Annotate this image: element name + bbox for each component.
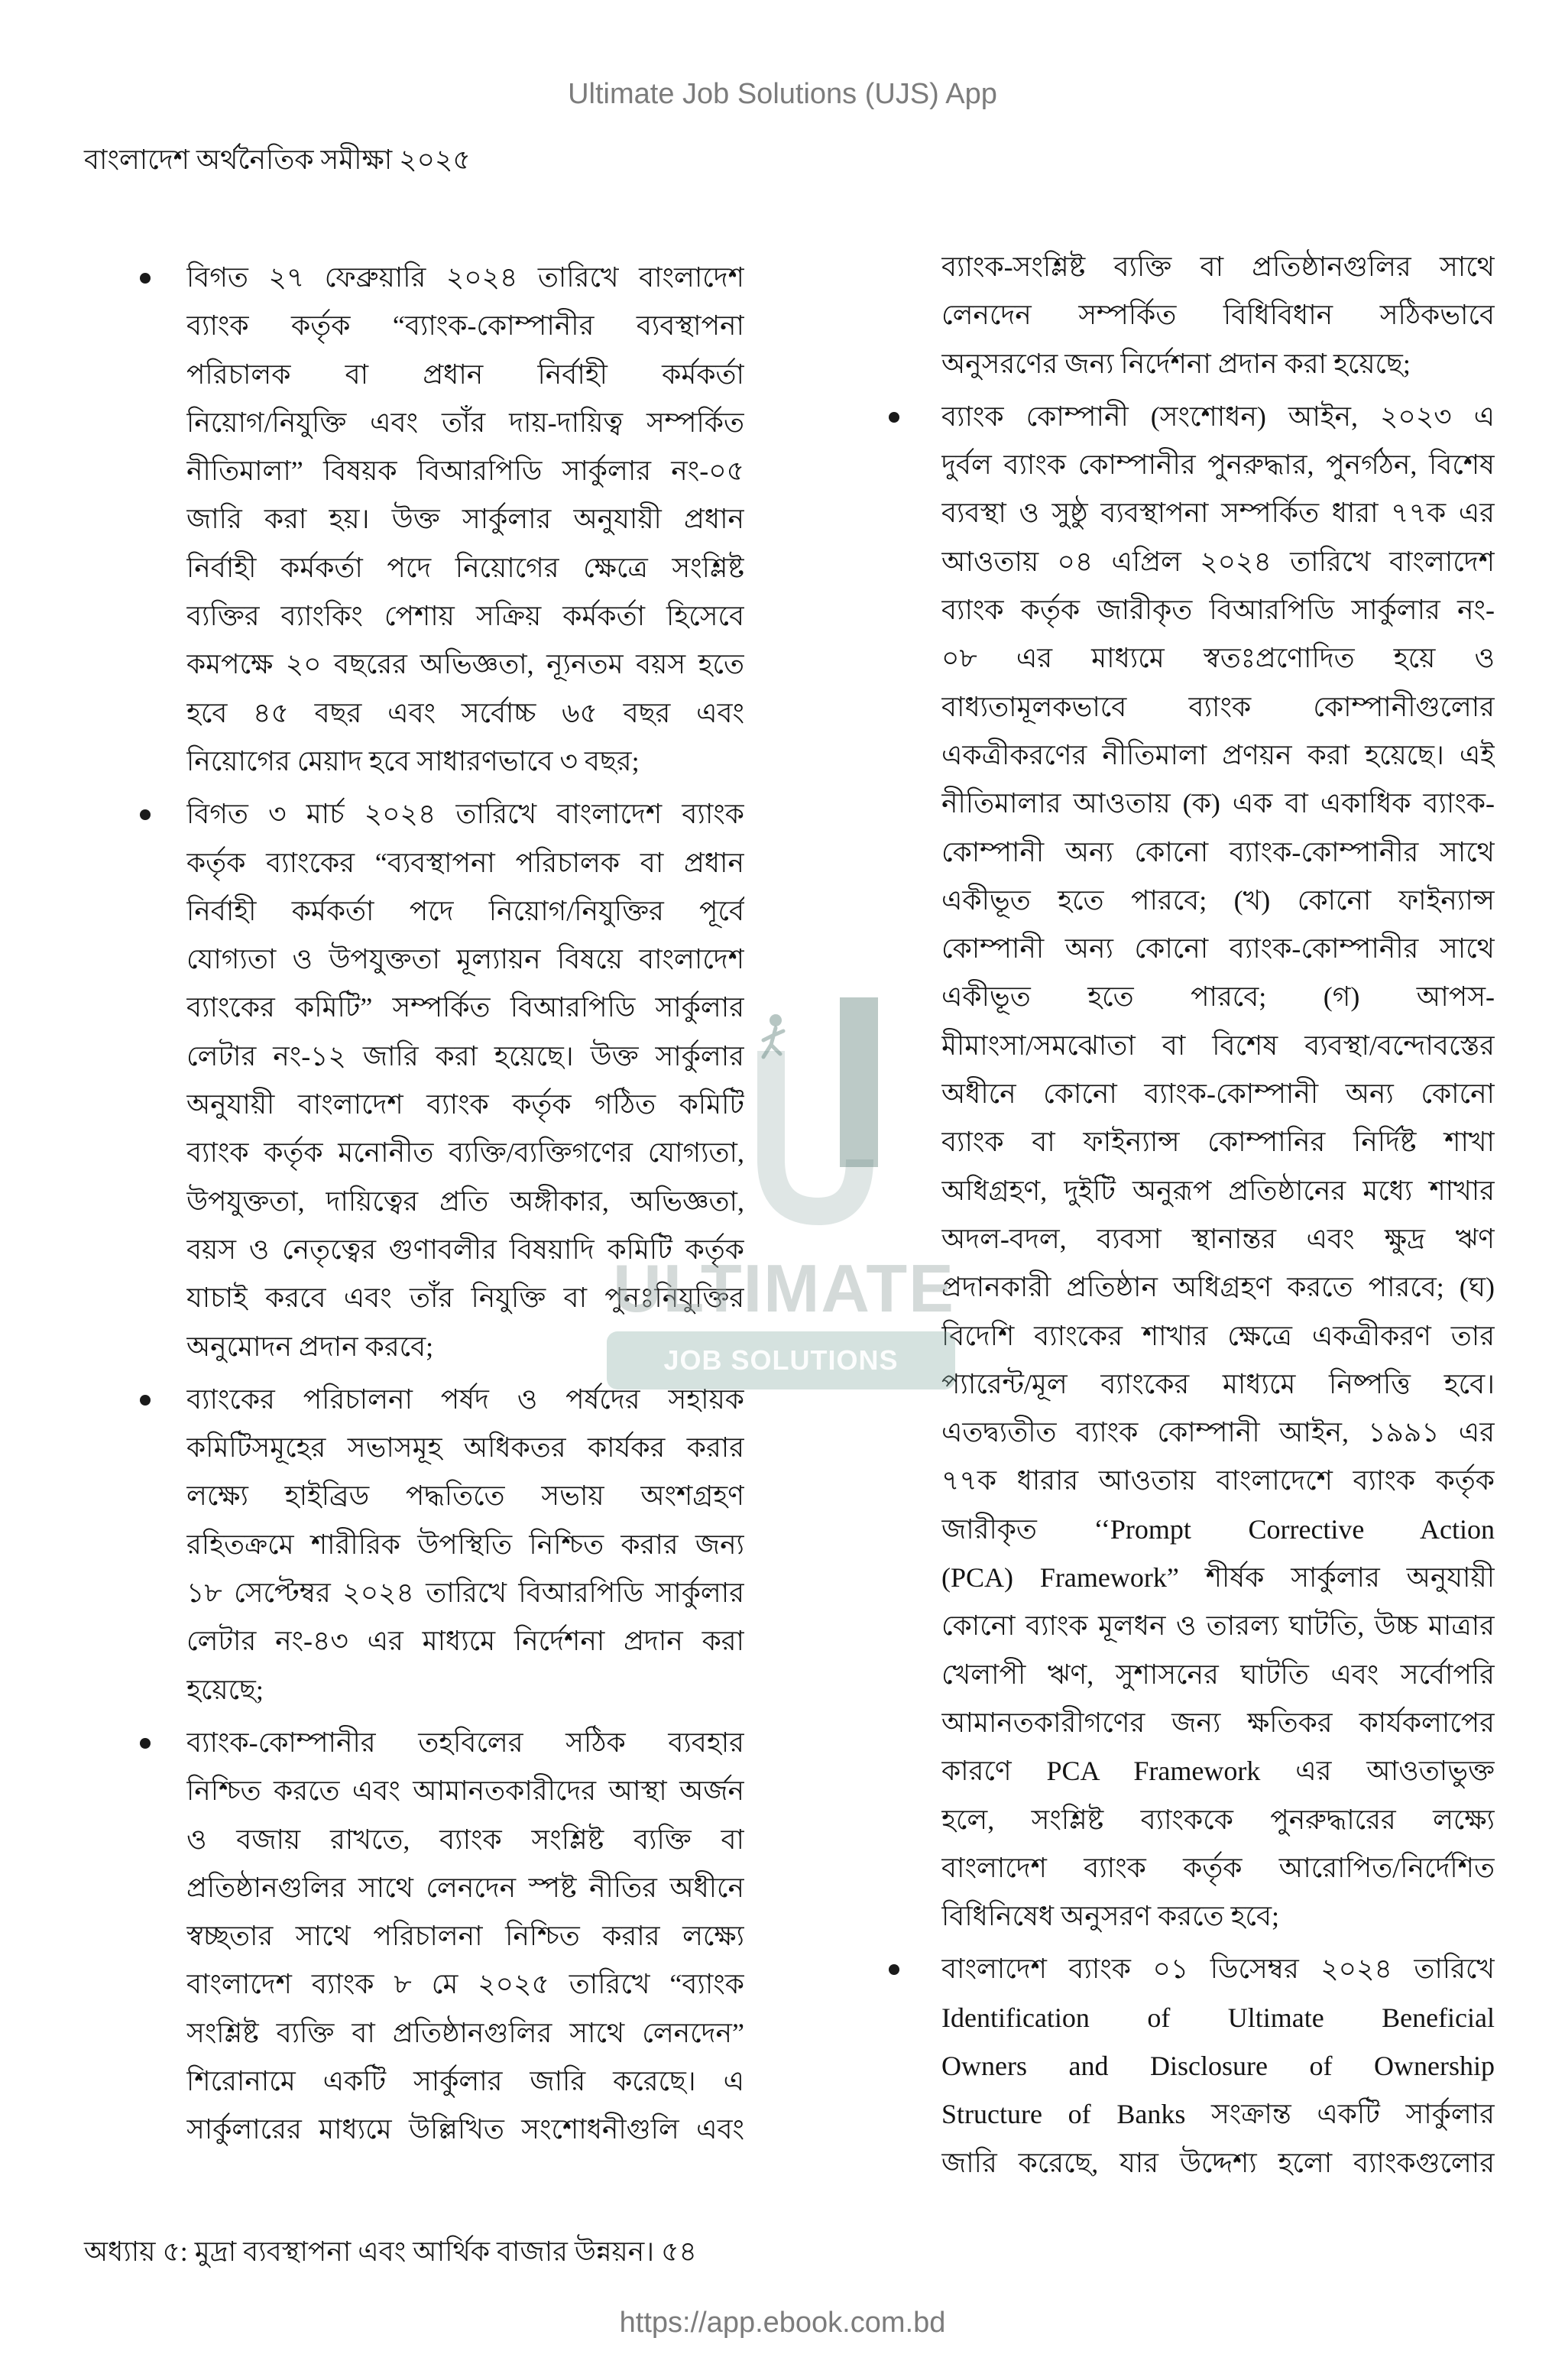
text-line: বিধিনিষেধ অনুসরণ করতে হবে; [941, 1901, 1279, 1932]
text-line: প্যারেন্ট/মূল ব্যাংকের মাধ্যমে নিষ্পত্তি হবে। [941, 1368, 1495, 1399]
bullet-paragraph [130, 790, 744, 1371]
bullet-paragraph [130, 1719, 744, 2155]
text-line: Owners and Disclosure of Ownership [941, 2050, 1495, 2081]
text-line: ১৮ সেপ্টেম্বর ২০২৪ তারিখে বিআরপিডি সার্কুলার [186, 1577, 744, 1609]
text-line: অনুমোদন প্রদান করবে; [186, 1331, 434, 1362]
text-line: নির্বাহী কর্মকর্তা পদে নিয়োগ/নিযুক্তির পূর্বে [186, 895, 744, 926]
text-line: যাচাই করবে এবং তাঁর নিযুক্তি বা পুনঃনিযুক্তির [186, 1282, 744, 1314]
text-line: জারি করেছে, যার উদ্দেশ্য হলো ব্যাংকগুলোর [941, 2147, 1495, 2178]
text-line: কর্তৃক ব্যাংকের “ব্যবস্থাপনা পরিচালক বা প্রধান [186, 847, 744, 878]
text-line: ব্যাংক-কোম্পানীর তহবিলের সঠিক ব্যবহার [186, 1727, 744, 1758]
text-line: ব্যাংক কর্তৃক জারীকৃত বিআরপিডি সার্কুলার নং- [941, 595, 1495, 626]
text-line: উপযুক্ততা, দায়িত্বের প্রতি অঙ্গীকার, অভিজ্ঞতা, [186, 1185, 744, 1217]
text-line: (PCA) Framework” শীর্ষক সার্কুলার অনুযায়ী [941, 1562, 1495, 1594]
text-line: রহিতক্রমে শারীরিক উপস্থিতি নিশ্চিত করার জন্য [186, 1529, 744, 1560]
text-line: ব্যাংক-সংশ্লিষ্ট ব্যক্তি বা প্রতিষ্ঠানগুলির সাথে [941, 251, 1495, 282]
left-text-column [130, 254, 744, 2195]
bullet-marker [889, 412, 899, 423]
text-line: কারণে PCA Framework এর আওতাভুক্ত [941, 1756, 1495, 1787]
text-line: ও বজায় রাখতে, ব্যাংক সংশ্লিষ্ট ব্যক্তি বা [186, 1824, 744, 1855]
text-line: কোনো ব্যাংক মূলধন ও তারল্য ঘাটতি, উচ্চ মাত্রার [941, 1610, 1495, 1642]
text-line: ব্যাংকের কমিটি” সম্পর্কিত বিআরপিডি সার্কুলার [186, 992, 744, 1023]
app-title: Ultimate Job Solutions (UJS) App [568, 78, 997, 110]
text-line: বয়স ও নেতৃত্বের গুণাবলীর বিষয়াদি কমিটি কর্তৃক [186, 1234, 744, 1265]
text-line: পরিচালক বা প্রধান নির্বাহী কর্মকর্তা [186, 358, 744, 390]
text-line: সংশ্লিষ্ট ব্যক্তি বা প্রতিষ্ঠানগুলির সাথে লেনদেন” [186, 2017, 744, 2048]
text-line: অনুযায়ী বাংলাদেশ ব্যাংক কর্তৃক গঠিত কমিটি [186, 1089, 744, 1120]
text-line: অধিগ্রহণ, দুইটি অনুরূপ প্রতিষ্ঠানের মধ্যে শাখার [941, 1175, 1495, 1206]
text-line: স্বচ্ছতার সাথে পরিচালনা নিশ্চিত করার লক্ষ্যে [186, 1921, 744, 1952]
text-line: ব্যাংক কোম্পানী (সংশোধন) আইন, ২০২৩ এ [941, 400, 1495, 432]
text-line: বিদেশি ব্যাংকের শাখার ক্ষেত্রে একত্রীকরণ তার [941, 1320, 1495, 1351]
text-line: কমপক্ষে ২০ বছরের অভিজ্ঞতা, ন্যূনতম বয়স হতে [186, 649, 744, 680]
text-line: ব্যবস্থা ও সুষ্ঠু ব্যবস্থাপনা সম্পর্কিত ধারা ৭৭ক এর [941, 498, 1495, 529]
text-line: হবে ৪৫ বছর এবং সর্বোচ্চ ৬৫ বছর এবং [186, 697, 744, 728]
text-line: একীভূত হতে পারবে; (গ) আপস- [941, 981, 1495, 1013]
watermark-brand: ULTIMATE [613, 1250, 955, 1326]
text-line: লেনদেন সম্পর্কিত বিধিবিধান সঠিকভাবে [941, 300, 1495, 331]
text-line: নিয়োগের মেয়াদ হবে সাধারণভাবে ৩ বছর; [186, 745, 640, 777]
text-line: ব্যাংকের পরিচালনা পর্ষদ ও পর্ষদের সহায়ক [186, 1383, 744, 1415]
text-line: একীভূত হতে পারবে; (খ) কোনো ফাইন্যান্স [941, 884, 1495, 916]
bullet-paragraph [130, 1376, 744, 1714]
text-line: কমিটিসমূহের সভাসমূহ অধিকতর কার্যকর করার [186, 1432, 744, 1464]
text-line: খেলাপী ঋণ, সুশাসনের ঘাটতি এবং সর্বোপরি [941, 1659, 1495, 1690]
text-line: হলে, সংশ্লিষ্ট ব্যাংককে পুনরুদ্ধারের লক্ষ্যে [941, 1804, 1495, 1835]
book-title: বাংলাদেশ অর্থনৈতিক সমীক্ষা ২০২৫ [84, 144, 471, 175]
text-line: প্রতিষ্ঠানগুলির সাথে লেনদেন স্পষ্ট নীতির অধীনে [186, 1872, 744, 1903]
bullet-paragraph [883, 1945, 1495, 2187]
text-line: প্রদানকারী প্রতিষ্ঠান অধিগ্রহণ করতে পারবে; (ঘ) [941, 1272, 1495, 1303]
text-line: অদল-বদল, ব্যবসা স্থানান্তর এবং ক্ষুদ্র ঋণ [941, 1223, 1495, 1254]
text-line: বাংলাদেশ ব্যাংক ০১ ডিসেম্বর ২০২৪ তারিখে [941, 1954, 1495, 1985]
text-line: একত্রীকরণের নীতিমালা প্রণয়ন করা হয়েছে। এই [941, 739, 1495, 770]
text-line: হয়েছে; [186, 1674, 264, 1705]
text-line: নীতিমালা” বিষয়ক বিআরপিডি সার্কুলার নং-০৫ [186, 456, 744, 487]
text-line: বাংলাদেশ ব্যাংক কর্তৃক আরোপিত/নির্দেশিত [941, 1852, 1495, 1883]
bullet-marker [140, 809, 151, 820]
text-line: মীমাংসা/সমঝোতা বা বিশেষ ব্যবস্থা/বন্দোবস্তের [941, 1029, 1495, 1061]
text-line: নির্বাহী কর্মকর্তা পদে নিয়োগের ক্ষেত্রে সংশ্লিষ্ট [186, 552, 744, 583]
text-line: আমানতকারীগণের জন্য ক্ষতিকর কার্যকলাপের [941, 1707, 1495, 1738]
text-line: বিগত ৩ মার্চ ২০২৪ তারিখে বাংলাদেশ ব্যাংক [186, 799, 744, 830]
text-line: ব্যাংক বা ফাইন্যান্স কোম্পানির নির্দিষ্ট শাখা [941, 1127, 1495, 1158]
bullet-paragraph [883, 393, 1495, 1941]
text-line: ০৮ এর মাধ্যমে স্বতঃপ্রণোদিত হয়ে ও [941, 643, 1495, 674]
text-line: জারীকৃত ‘‘Prompt Corrective Action [941, 1513, 1495, 1545]
text-line: দুর্বল ব্যাংক কোম্পানীর পুনরুদ্ধার, পুনর্গঠন, বিশেষ [941, 449, 1495, 481]
text-line: নিয়োগ/নিযুক্তি এবং তাঁর দায়-দায়িত্ব সম্পর্কিত [186, 407, 744, 438]
text-line: নিশ্চিত করতে এবং আমানতকারীদের আস্থা অর্জন [186, 1775, 744, 1807]
text-line: আওতায় ০৪ এপ্রিল ২০২৪ তারিখে বাংলাদেশ [941, 546, 1495, 577]
text-line: কোম্পানী অন্য কোনো ব্যাংক-কোম্পানীর সাথে [941, 836, 1495, 867]
bullet-paragraph [130, 254, 744, 786]
text-line: শিরোনামে একটি সার্কুলার জারি করেছে। এ [186, 2065, 744, 2096]
text-line: বিগত ২৭ ফেব্রুয়ারি ২০২৪ তারিখে বাংলাদেশ [186, 262, 744, 293]
bullet-marker [140, 1738, 151, 1749]
chapter-page-footer: অধ্যায় ৫: মুদ্রা ব্যবস্থাপনা এবং আর্থিক বাজার উন্নয়ন। ৫৪ [84, 2236, 697, 2267]
text-line: ব্যাংক কর্তৃক “ব্যাংক-কোম্পানীর ব্যবস্থাপনা [186, 310, 744, 342]
text-line: লেটার নং-৪৩ এর মাধ্যমে নির্দেশনা প্রদান করা [186, 1626, 744, 1657]
text-line: যোগ্যতা ও উপযুক্ততা মূল্যায়ন বিষয়ে বাংলাদেশ [186, 944, 744, 975]
bullet-marker [140, 273, 151, 284]
text-line: সার্কুলারের মাধ্যমে উল্লিখিত সংশোধনীগুলি এবং [186, 2114, 744, 2145]
text-line: ব্যাংক কর্তৃক মনোনীত ব্যক্তি/ব্যক্তিগণের যোগ্যতা, [186, 1137, 744, 1169]
site-url: https://app.ebook.com.bd [619, 2307, 946, 2339]
right-text-column [883, 243, 1495, 2200]
text-line: জারি করা হয়। উক্ত সার্কুলার অনুযায়ী প্রধান [186, 504, 744, 535]
bullet-marker [140, 1395, 151, 1406]
watermark-tagline: JOB SOLUTIONS [607, 1331, 955, 1389]
text-line: ব্যক্তির ব্যাংকিং পেশায় সক্রিয় কর্মকর্তা হিসেবে [186, 601, 744, 632]
text-line: Identification of Ultimate Beneficial [941, 2002, 1495, 2033]
text-line: Structure of Banks সংক্রান্ত একটি সার্কুলার [941, 2099, 1495, 2130]
text-line: এতদ্ব্যতীত ব্যাংক কোম্পানী আইন, ১৯৯১ এর [941, 1417, 1495, 1448]
text-line: কোম্পানী অন্য কোনো ব্যাংক-কোম্পানীর সাথে [941, 933, 1495, 965]
continued-paragraph [883, 243, 1495, 388]
text-line: বাংলাদেশ ব্যাংক ৮ মে ২০২৫ তারিখে “ব্যাংক [186, 1969, 744, 2000]
text-line: অধীনে কোনো ব্যাংক-কোম্পানী অন্য কোনো [941, 1078, 1495, 1110]
text-line: লেটার নং-১২ জারি করা হয়েছে। উক্ত সার্কুলার [186, 1040, 744, 1072]
text-line: অনুসরণের জন্য নির্দেশনা প্রদান করা হয়েছে; [941, 348, 1411, 379]
bullet-marker [889, 1964, 899, 1975]
text-line: ৭৭ক ধারার আওতায় বাংলাদেশে ব্যাংক কর্তৃক [941, 1465, 1495, 1496]
text-line: লক্ষ্যে হাইব্রিড পদ্ধতিতে সভায় অংশগ্রহণ [186, 1480, 744, 1512]
text-line: বাধ্যতামূলকভাবে ব্যাংক কোম্পানীগুলোর [941, 691, 1495, 722]
watermark-logo-icon [745, 997, 883, 1227]
text-line: নীতিমালার আওতায় (ক) এক বা একাধিক ব্যাংক- [941, 788, 1495, 819]
